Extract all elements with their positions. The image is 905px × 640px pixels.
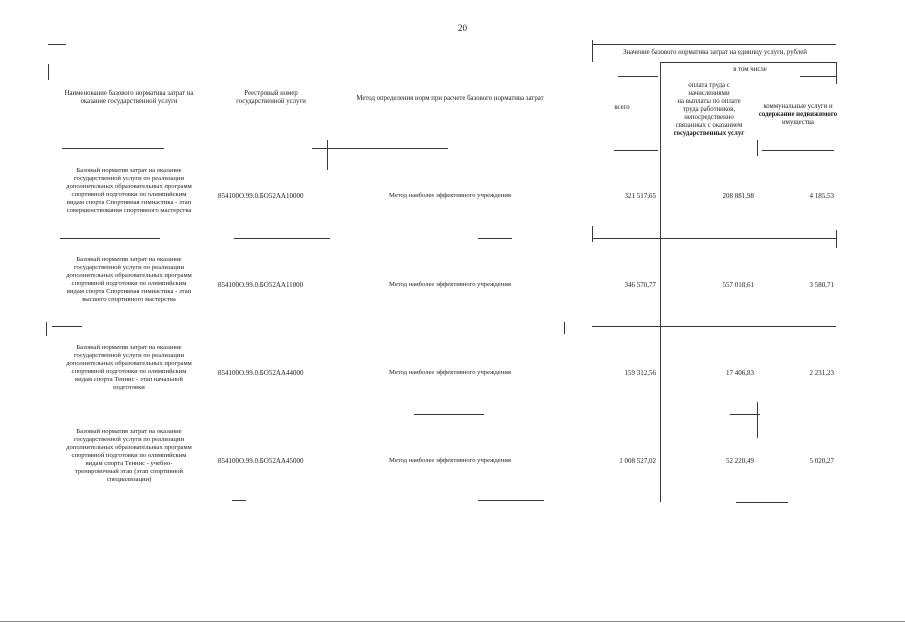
row-2-salary: 557 018,61 xyxy=(722,281,754,289)
table-rule xyxy=(48,44,66,45)
table-rule xyxy=(736,502,788,503)
table-rule xyxy=(800,76,836,77)
header-name: Наименование базового норматива затрат на оказание государственной услуги xyxy=(64,90,194,105)
row-2-method: Метод наиболее эффективного учреждения xyxy=(389,281,511,288)
header-including: в том числе xyxy=(733,66,767,73)
table-rule xyxy=(757,402,758,438)
table-rule xyxy=(660,62,836,63)
row-1-total: 321 517,65 xyxy=(624,192,656,200)
row-3-total: 159 312,56 xyxy=(624,369,656,377)
row-3-name: Базовый норматив затрат на оказание государственной услуги по реализации дополнительных образовательных программ спортивной подготовки по олимпийским видам спорта Теннис - этап начальной подготовки xyxy=(66,344,192,391)
table-rule xyxy=(234,238,330,239)
row-2-registry: 854100О.99.0.БО52АА11000 xyxy=(218,281,304,289)
table-rule xyxy=(592,44,836,45)
header-registry: Реестровый номер государственной услуги xyxy=(236,90,306,105)
table-rule xyxy=(312,148,448,149)
table-rule xyxy=(618,76,658,77)
header-utilities: коммунальные услуги и содержание недвижимого имущества xyxy=(758,103,838,126)
table-rule xyxy=(757,140,758,156)
table-rule xyxy=(232,500,246,501)
page-bottom-edge xyxy=(0,621,905,622)
row-3-utilities: 2 231,23 xyxy=(809,369,834,377)
row-4-salary: 52 220,49 xyxy=(726,457,754,465)
header-value-group: Значение базового норматива затрат на единицу услуги, рублей xyxy=(623,49,807,56)
table-rule xyxy=(478,238,512,239)
table-rule xyxy=(836,230,837,248)
table-rule xyxy=(592,326,836,327)
table-rule xyxy=(52,326,82,327)
table-rule xyxy=(60,238,160,239)
row-3-registry: 854100О.99.0.БО52АА44000 xyxy=(218,369,304,377)
row-4-method: Метод наиболее эффективного учреждения xyxy=(389,457,511,464)
table-rule xyxy=(614,150,658,151)
table-rule xyxy=(762,150,834,151)
row-1-registry: 854100О.99.0.БО52АА10000 xyxy=(218,192,304,200)
table-rule xyxy=(730,414,760,415)
row-2-total: 346 570,77 xyxy=(624,281,656,289)
header-total: всего xyxy=(614,104,630,111)
table-rule xyxy=(592,238,836,239)
table-rule xyxy=(592,226,593,242)
table-rule xyxy=(48,64,49,80)
row-4-total: 1 008 527,02 xyxy=(619,457,656,465)
table-rule xyxy=(62,148,164,149)
table-rule xyxy=(478,500,544,501)
page-number: 20 xyxy=(458,23,467,33)
row-2-name: Базовый норматив затрат на оказание государственной услуги по реализации дополнительных образовательных программ спортивной подготовки по олимпийским видам спорта Спортивная гимнастика - этап высшего спортивного мастерства xyxy=(66,256,192,303)
table-rule xyxy=(836,62,837,84)
row-1-name: Базовый норматив затрат на оказание государственной услуги по реализации дополнительных образовательных программ спортивной подготовки по олимпийским видам спорта Спортивная гимнастика - этап совершенствования спортивного мастерства xyxy=(66,167,192,214)
table-rule xyxy=(46,322,47,336)
row-4-registry: 854100О.99.0.БО52АА45000 xyxy=(218,457,304,465)
row-2-utilities: 3 580,71 xyxy=(809,281,834,289)
row-3-method: Метод наиболее эффективного учреждения xyxy=(389,369,511,376)
table-rule xyxy=(414,414,484,415)
header-method: Метод определения норм при расчете базового норматива затрат xyxy=(356,95,544,102)
table-rule xyxy=(564,322,565,334)
row-4-name: Базовый норматив затрат на оказание государственной услуги по реализации дополнительных образовательных программ спортивной подготовки по олимпийским видам спорта Теннис - учебно- тренировочный этап (этап спортивной специализации) xyxy=(66,428,192,483)
row-3-salary: 17 406,83 xyxy=(726,369,754,377)
table-rule xyxy=(327,140,328,170)
row-1-method: Метод наиболее эффективного учреждения xyxy=(389,192,511,199)
header-salary: оплата труда с начислениями на выплаты по оплате труда работников, непосредственно связанных с оказанием государственных услуг xyxy=(673,82,745,137)
row-4-utilities: 5 020,27 xyxy=(809,457,834,465)
row-1-utilities: 4 185,53 xyxy=(809,192,834,200)
row-1-salary: 208 881,98 xyxy=(722,192,754,200)
